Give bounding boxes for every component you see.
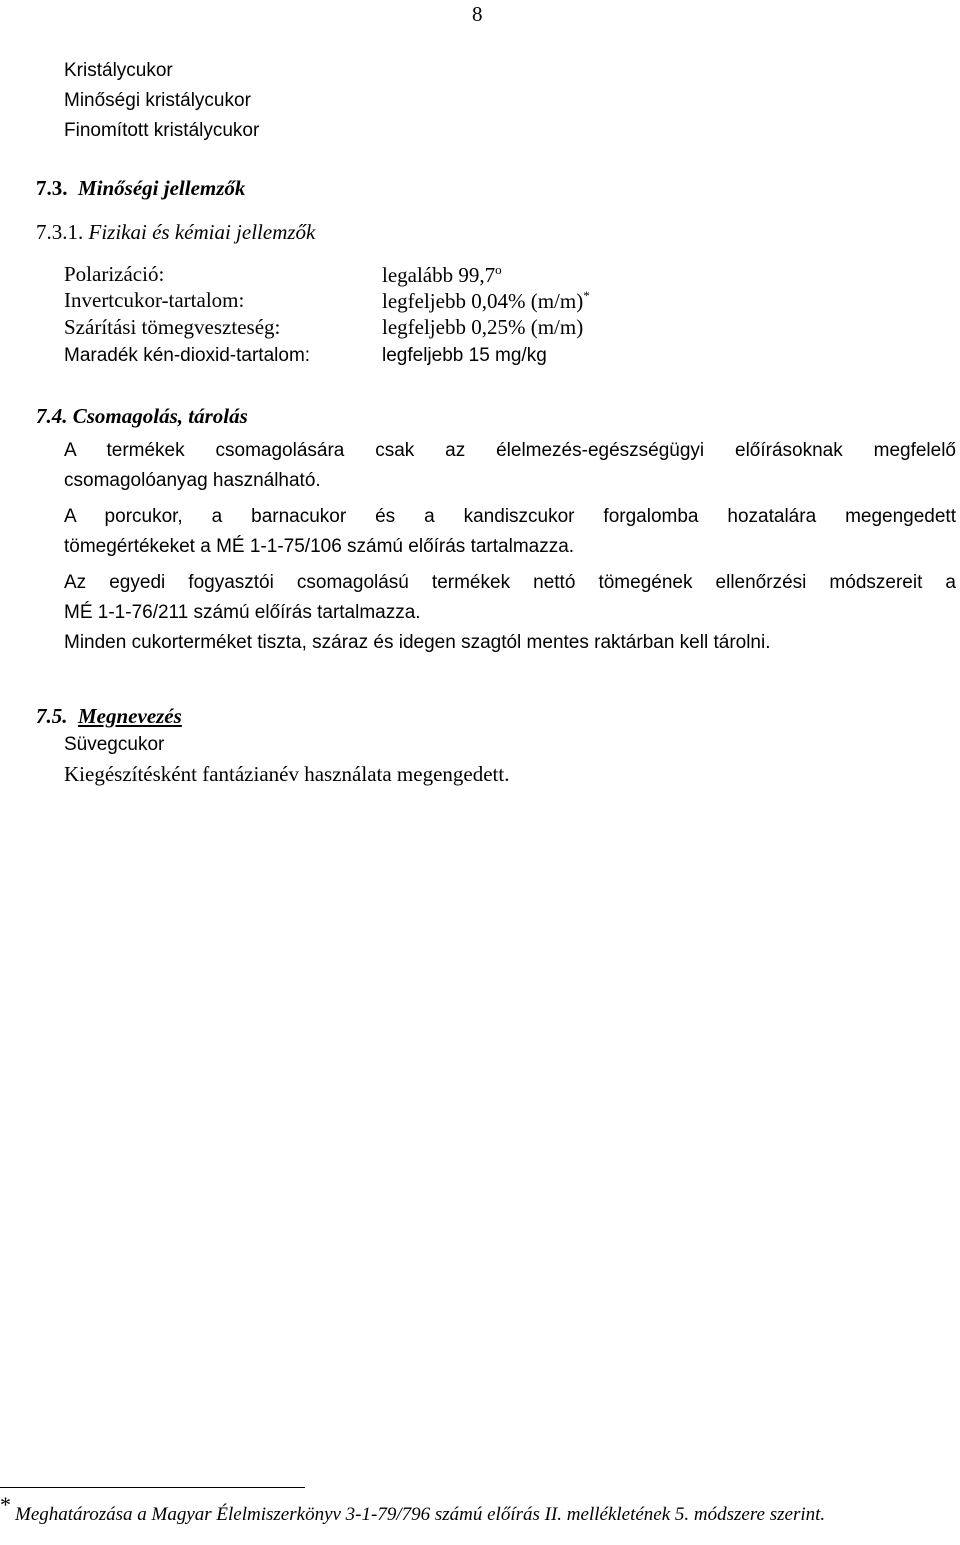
paragraph-line: A termékek csomagolására csak az élelmezés-egészségügyi előírásoknak megfelelő	[64, 440, 956, 461]
property-value	[382, 315, 583, 340]
footnote	[0, 1492, 826, 1526]
property-superscript: *	[583, 288, 590, 303]
section-number: 7.3.	[36, 176, 68, 200]
property-value-text: legfeljebb 15 mg/kg	[382, 345, 547, 366]
property-value-text: legfeljebb 0,04% (m/m)	[382, 289, 584, 313]
paragraph-line: A porcukor, a barnacukor és a kandiszcukor forgalomba hozatalára megengedett	[64, 506, 956, 527]
product-name: Kristálycukor	[64, 60, 173, 81]
section-title: Csomagolás, tárolás	[72, 404, 248, 428]
product-name: Minőségi kristálycukor	[64, 90, 251, 111]
property-label: Polarizáció:	[64, 262, 165, 286]
paragraph-line: Minden cukorterméket tiszta, száraz és idegen szagtól mentes raktárban kell tárolni.	[64, 632, 771, 653]
footnote-text: Meghatározása a Magyar Élelmiszerkönyv 3-1-79/796 számú előírás II. mellékletének 5. módszere szerint.	[15, 1504, 826, 1525]
property-value	[382, 288, 590, 314]
section-title: Megnevezés	[78, 704, 182, 728]
property-label: Szárítási tömegveszteség:	[64, 315, 281, 339]
section-heading-7-5	[36, 704, 182, 729]
paragraph-line: tömegértékeket a MÉ 1-1-75/106 számú előírás tartalmazza.	[64, 536, 575, 557]
property-value	[382, 262, 502, 288]
section-number: 7.5.	[36, 704, 68, 728]
property-label: Invertcukor-tartalom:	[64, 288, 245, 312]
section-heading-7-3	[36, 176, 245, 201]
section-title: Minőségi jellemzők	[78, 176, 246, 200]
paragraph-line: csomagolóanyag használható.	[64, 470, 321, 491]
property-label: Maradék kén-dioxid-tartalom:	[64, 345, 311, 366]
section-heading-7-3-1	[36, 220, 315, 245]
section-number: 7.3.1.	[36, 220, 84, 244]
name-line: Süvegcukor	[64, 734, 165, 755]
name-line: Kiegészítésként fantázianév használata megengedett.	[64, 762, 510, 786]
paragraph-line: MÉ 1-1-76/211 számú előírás tartalmazza.	[64, 602, 421, 623]
footnote-mark: *	[0, 1492, 11, 1517]
property-value-text: legfeljebb 0,25% (m/m)	[382, 315, 584, 339]
section-heading-7-4	[36, 404, 248, 429]
footnote-rule	[0, 1487, 305, 1488]
paragraph-line: Az egyedi fogyasztói csomagolású termékek nettó tömegének ellenőrzési módszereit a	[64, 572, 956, 593]
property-superscript: o	[495, 262, 502, 277]
property-value-text: legalább 99,7	[382, 263, 496, 287]
section-title: Fizikai és kémiai jellemzők	[88, 220, 316, 244]
page-number: 8	[472, 2, 483, 26]
section-number: 7.4.	[36, 404, 68, 428]
product-name: Finomított kristálycukor	[64, 120, 260, 141]
property-value	[382, 345, 547, 367]
